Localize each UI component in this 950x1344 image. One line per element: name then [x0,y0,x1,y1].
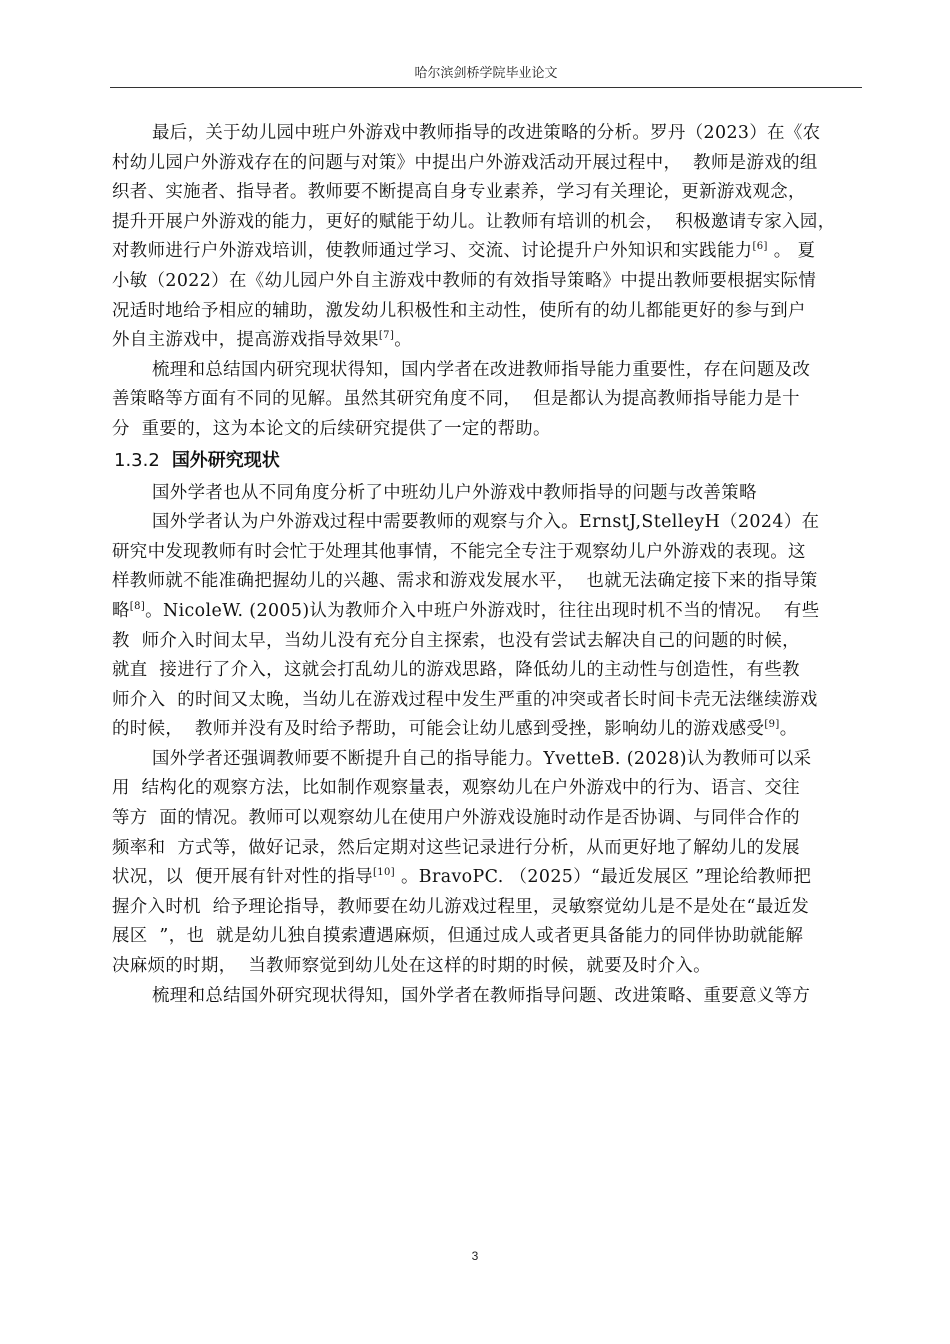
text-line [112,715,860,745]
text-line: 分 重要的，这为本论文的后续研究提供了一定的帮助。 [112,418,551,439]
text-line: 况适时地给予相应的辅助，激发幼儿积极性和主动性，使所有的幼儿都能更好的参与到户 [112,300,806,321]
page-header [110,66,862,88]
paragraph-foreign-ability [112,745,860,982]
text-line: 握介入时机 给予理论指导，教师要在幼儿游戏过程里，灵敏察觉幼儿是不是处在“最近发 [112,896,810,917]
text-line: 样教师就不能准确把握幼儿的兴趣、需求和游戏发展水平， 也就无法确定接下来的指导策 [112,571,818,592]
text-line: 梳理和总结国外研究现状得知，国外学者在教师指导问题、改进策略、重要意义等方 [152,985,811,1006]
paragraph-domestic-strategies [112,119,860,356]
text-line: 决麻烦的时期， 当教师察觉到幼儿处在这样的时期的时候，就要及时介入。 [112,956,711,977]
citation-marker: [6] [752,241,768,253]
text-line: 师介入 的时间又太晚，当幼儿在游戏过程中发生严重的冲突或者长时间卡壳无法继续游戏 [112,689,818,710]
text-line: 织者、实施者、指导者。教师要不断提高自身专业素养，学习有关理论，更新游戏观念， [112,182,806,203]
section-title: 国外研究现状 [171,449,280,471]
text-line: 国外学者还强调教师要不断提升自己的指导能力。YvetteB. (2028)认为教师可以采 [152,748,812,769]
text-segment: 的时候， 教师并没有及时给予帮助，可能会让幼儿感到受挫，影响幼儿的游戏感受 [112,719,765,740]
text-line: 等方 面的情况。教师可以观察幼儿在使用户外游戏设施时动作是否协调、与同伴合作的 [112,808,800,829]
text-line: 最后，关于幼儿园中班户外游戏中教师指导的改进策略的分析。罗丹（2023）在《农 [152,123,821,143]
text-line: 提升开展户外游戏的能力，更好的赋能于幼儿。让教师有培训的机会， 积极邀请专家入园， [112,211,836,232]
text-segment: 。 [779,719,798,740]
text-line: 村幼儿园户外游戏存在的问题与对策》中提出户外游戏活动开展过程中， 教师是游戏的组 [112,152,818,173]
paragraph-foreign-observation [112,508,860,745]
text-segment: 外自主游戏中，提高游戏指导效果 [112,330,379,351]
citation-marker: [8] [129,601,146,613]
text-line: 用 结构化的观察方法，比如制作观察量表，观察幼儿在户外游戏中的行为、语言、交往 [112,778,800,799]
text-line: 教 师介入时间太早，当幼儿没有充分自主探索，也没有尝试去解决自己的问题的时候， [112,630,800,651]
text-line: 研究中发现教师有时会忙于处理其他事情，不能完全专注于观察幼儿户外游戏的表现。这 [112,541,806,562]
paragraph-domestic-summary [112,356,860,445]
text-line: 国外学者认为户外游戏过程中需要教师的观察与介入。ErnstJ,StelleyH（2024）在 [152,512,820,533]
citation-marker: [7] [378,330,395,342]
text-line: 善策略等方面有不同的见解。虽然其研究角度不同， 但是都认为提高教师指导能力是十 [112,389,800,410]
section-number: 1.3.2 [114,449,160,471]
text-line: 国外学者也从不同角度分析了中班幼儿户外游戏中教师指导的问题与改善策略 [152,482,757,503]
text-line: 展区 ”，也 就是幼儿独自摸索遭遇麻烦，但通过成人或者更具备能力的同伴协助就能解 [112,926,804,947]
text-segment: 。BravoPC. （2025）“最近发展区 ”理论给教师把 [395,867,812,888]
section-heading [112,445,860,479]
text-line: 就直 接进行了介入，这就会打乱幼儿的游戏思路，降低幼儿的主动性与创造性，有些教 [112,660,800,681]
text-line: 小敏（2022）在《幼儿园户外自主游戏中教师的有效指导策略》中提出教师要根据实际情 [112,270,817,291]
text-line [112,597,860,627]
text-line [112,863,860,893]
text-line [112,326,860,356]
text-line: 梳理和总结国内研究现状得知，国内学者在改进教师指导能力重要性，存在问题及改 [152,359,811,380]
text-segment: 略 [112,600,130,621]
paragraph-foreign-summary [112,982,860,1012]
text-line: 频率和 方式等，做好记录，然后定期对这些记录进行分析，从而更好地了解幼儿的发展 [112,837,800,858]
text-segment: 。 夏 [767,241,816,262]
text-segment: 。NicoleW. (2005)认为教师介入中班户外游戏时，往往出现时机不当的情况。 有些 [145,600,820,621]
page-body [112,119,860,1011]
text-segment: 状况，以 便开展有针对性的指导 [112,867,373,888]
header-title: 哈尔滨剑桥学院毕业论文 [414,66,558,81]
text-line [112,237,860,267]
citation-marker: [10] [372,867,396,879]
text-segment: 。 [394,330,413,351]
page-number: 3 [471,1249,479,1263]
text-segment: 对教师进行户外游戏培训，使教师通过学习、交流、讨论提升户外知识和实践能力 [112,241,753,262]
citation-marker: [9] [764,719,780,731]
paragraph-foreign-intro [112,479,860,509]
